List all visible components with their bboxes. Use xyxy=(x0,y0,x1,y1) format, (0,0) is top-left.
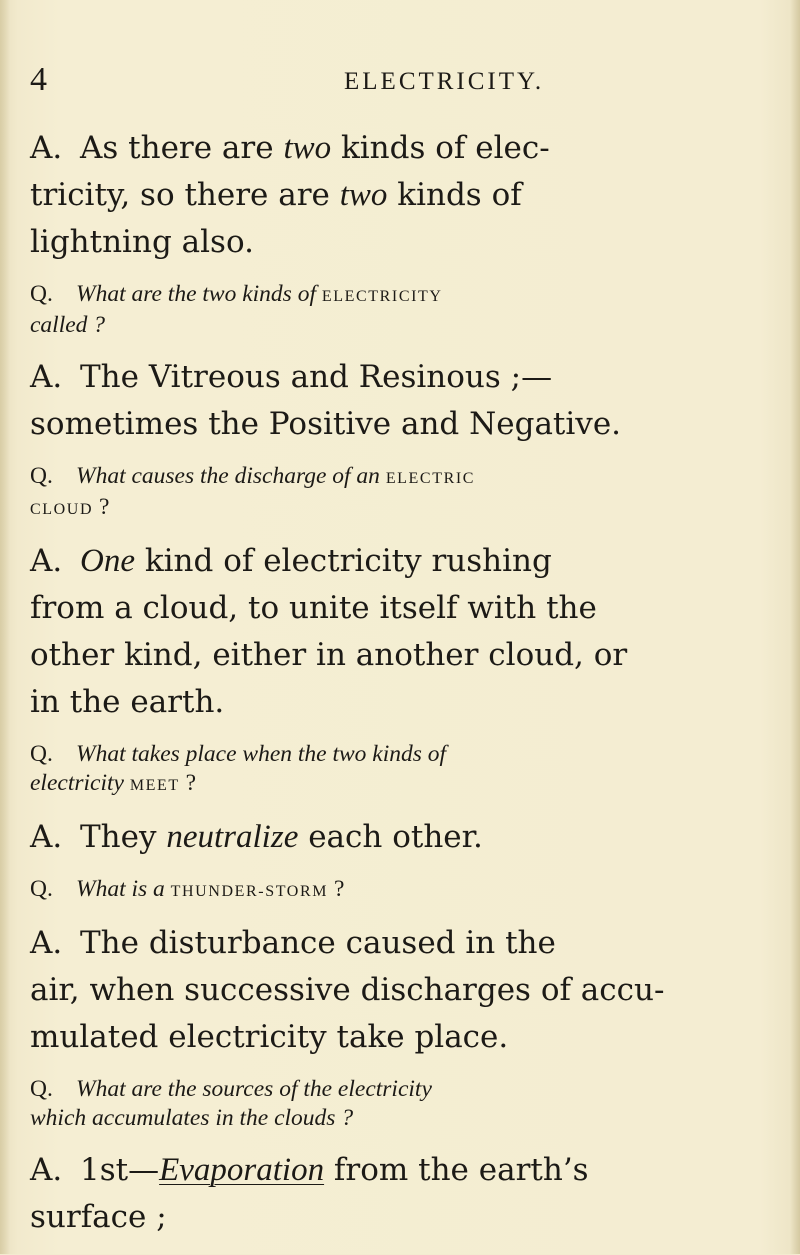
answer-label: A. xyxy=(30,819,63,855)
question-label: Q. xyxy=(30,281,53,307)
answer-two-kinds-lightning: A. As there are two kinds of elec- tricity, so there are two kinds of lightning also. xyxy=(30,125,760,266)
answer-label: A. xyxy=(30,1152,63,1188)
answer-one-kind-rushing: A. One kind of electricity rushing from a cloud, to unite itself with the other kind, either in another cloud, or in the earth. xyxy=(30,538,760,726)
answer-vitreous-resinous: A. The Vitreous and Resinous ;— sometimes the Positive and Negative. xyxy=(30,354,760,448)
catechism-text xyxy=(30,125,760,1255)
page-left-edge-shadow xyxy=(0,0,10,1254)
answer-label: A. xyxy=(30,925,63,961)
page-number: 4 xyxy=(30,61,47,98)
answer-label: A. xyxy=(30,130,63,166)
question-label: Q. xyxy=(30,1076,53,1102)
question-two-kinds-meet: Q. What takes place when the two kinds of electricity MEET ? xyxy=(30,741,447,796)
answer-evaporation: A. 1st—Evaporation from the earth’s surface ; xyxy=(30,1147,760,1241)
page-header xyxy=(24,60,764,100)
page-right-edge-shadow xyxy=(790,0,800,1254)
question-discharge-electric-cloud: Q. What causes the discharge of an ELECTRIC CLOUD ? xyxy=(30,463,476,520)
question-label: Q. xyxy=(30,876,53,902)
answer-disturbance: A. The disturbance caused in the air, when successive discharges of accu- mulated electricity take place. xyxy=(30,920,760,1061)
running-head: ELECTRICITY. xyxy=(344,68,545,95)
question-label: Q. xyxy=(30,741,53,767)
question-sources-of-electricity: Q. What are the sources of the electricity which accumulates in the clouds ? xyxy=(30,1076,432,1131)
question-kinds-of-electricity: Q. What are the two kinds of ELECTRICITY called ? xyxy=(30,281,443,338)
question-thunder-storm: Q. What is a THUNDER-STORM ? xyxy=(30,876,345,902)
answer-neutralize: A. They neutralize each other. xyxy=(30,814,760,861)
answer-label: A. xyxy=(30,543,63,579)
question-label: Q. xyxy=(30,463,53,489)
answer-label: A. xyxy=(30,359,63,395)
